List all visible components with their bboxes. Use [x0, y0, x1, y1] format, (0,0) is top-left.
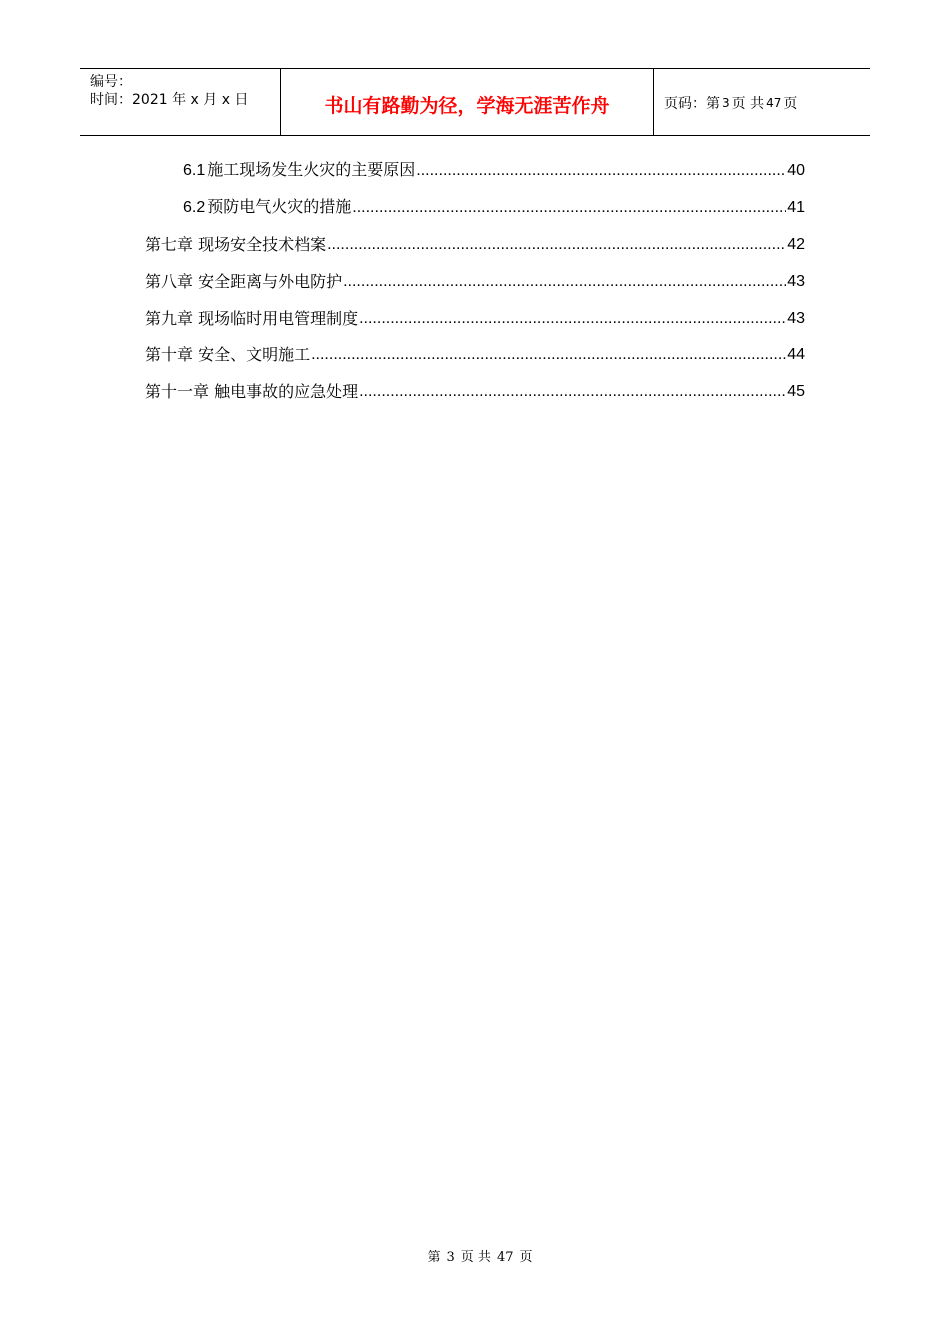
toc-entry-title: 第七章 现场安全技术档案 [145, 235, 327, 254]
toc-entry-title: 第十章 安全、文明施工 [145, 345, 311, 364]
footer-page-current: 3 [446, 1250, 455, 1265]
toc-entry[interactable] [145, 271, 805, 293]
toc-entry-number: 6.1 [183, 162, 206, 179]
toc-entry[interactable] [145, 344, 805, 366]
footer-page-middle: 页 共 [460, 1250, 491, 1265]
toc-entry-title: 预防电气火灾的措施 [207, 197, 352, 216]
page-footer [0, 1246, 950, 1265]
toc-entry-title: 第九章 现场临时用电管理制度 [145, 309, 359, 328]
toc-entry-number: 6.2 [183, 199, 206, 216]
header-page-suffix: 页 [783, 96, 798, 112]
toc-leader-dots [311, 344, 786, 366]
toc-entry-title: 施工现场发生火灾的主要原因 [207, 160, 416, 179]
toc-entry[interactable] [145, 381, 805, 403]
toc-leader-dots [343, 271, 786, 293]
document-time-label: 时间：2021 年 x 月 x 日 [90, 92, 249, 108]
toc-leader-dots [327, 234, 786, 256]
toc-leader-dots [359, 381, 786, 403]
toc-entry[interactable] [145, 234, 805, 256]
toc-entry-title: 第八章 安全距离与外电防护 [145, 272, 343, 291]
footer-page-suffix: 页 [519, 1250, 533, 1265]
toc-entry-page: 44 [787, 346, 805, 363]
toc-entry[interactable] [145, 308, 805, 330]
toc-entry[interactable] [183, 197, 805, 219]
toc-entry-page: 43 [787, 273, 805, 290]
header-page-total: 47 [766, 96, 782, 110]
header-page-middle: 页 共 [731, 96, 765, 112]
toc-entry-page: 43 [787, 310, 805, 327]
toc-entry-page: 41 [787, 199, 805, 216]
header-page-current: 3 [722, 96, 730, 110]
footer-page-prefix: 第 [427, 1250, 441, 1265]
toc-entry-page: 42 [787, 236, 805, 253]
toc-leader-dots [416, 160, 786, 182]
header-page-info [654, 69, 870, 135]
toc-leader-dots [359, 308, 786, 330]
page-header [80, 68, 870, 136]
footer-page-total: 47 [496, 1250, 514, 1265]
document-number-label: 编号： [90, 74, 132, 90]
toc-entry-page: 40 [787, 162, 805, 179]
header-page-prefix: 页码：第 [664, 96, 720, 112]
header-meta [80, 69, 281, 135]
header-motto: 书山有路勤为径，学海无涯苦作舟 [281, 69, 654, 135]
toc-entry-page: 45 [787, 383, 805, 400]
toc-entry[interactable] [183, 160, 805, 182]
toc-leader-dots [352, 197, 786, 219]
toc-entry-title: 第十一章 触电事故的应急处理 [145, 382, 359, 401]
